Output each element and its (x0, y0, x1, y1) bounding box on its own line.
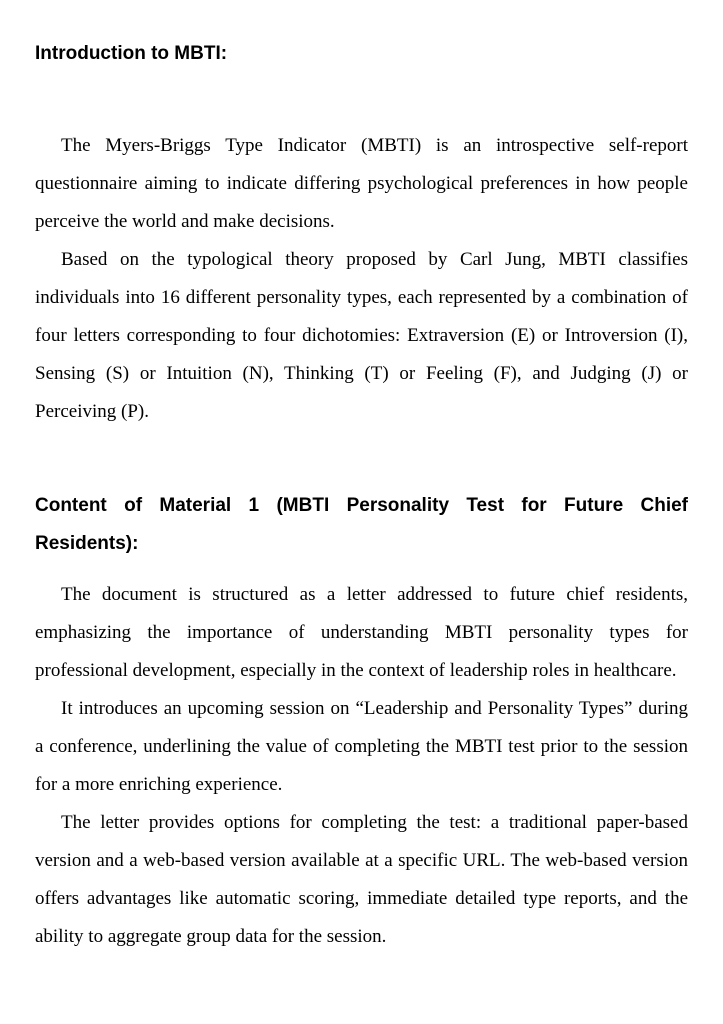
section-heading-introduction: Introduction to MBTI: (35, 43, 228, 64)
section-introduction-body (35, 127, 688, 431)
paragraph: Based on the typological theory proposed by Carl Jung, MBTI classifies individuals into 16 different personality types, each represented by a combination of four letters corresponding to four dichotomies: Extraversion (E) or Introversion (I), Sensing (S) or Intuition (N), Thinking (T) or Feeling (F), and Judging (J) or Perceiving (P). (35, 249, 688, 422)
paragraph: The letter provides options for completing the test: a traditional paper-based version and a web-based version available at a specific URL. The web-based version offers advantages like automatic scoring, immediate detailed type reports, and the ability to aggregate group data for the session. (35, 812, 688, 947)
section-heading-material-content: Content of Material 1 (MBTI Personality Test for Future Chief Residents): (35, 495, 688, 554)
paragraph: It introduces an upcoming session on “Leadership and Personality Types” during a conference, underlining the value of completing the MBTI test prior to the session for a more enriching experience. (35, 698, 688, 795)
section-material-body (35, 576, 688, 956)
paragraph: The Myers-Briggs Type Indicator (MBTI) is an introspective self-report questionnaire aiming to indicate differing psychological preferences in how people perceive the world and make decisions. (35, 135, 688, 232)
paragraph: The document is structured as a letter addressed to future chief residents, emphasizing the importance of understanding MBTI personality types for professional development, especially in the context of leadership roles in healthcare. (35, 584, 688, 681)
